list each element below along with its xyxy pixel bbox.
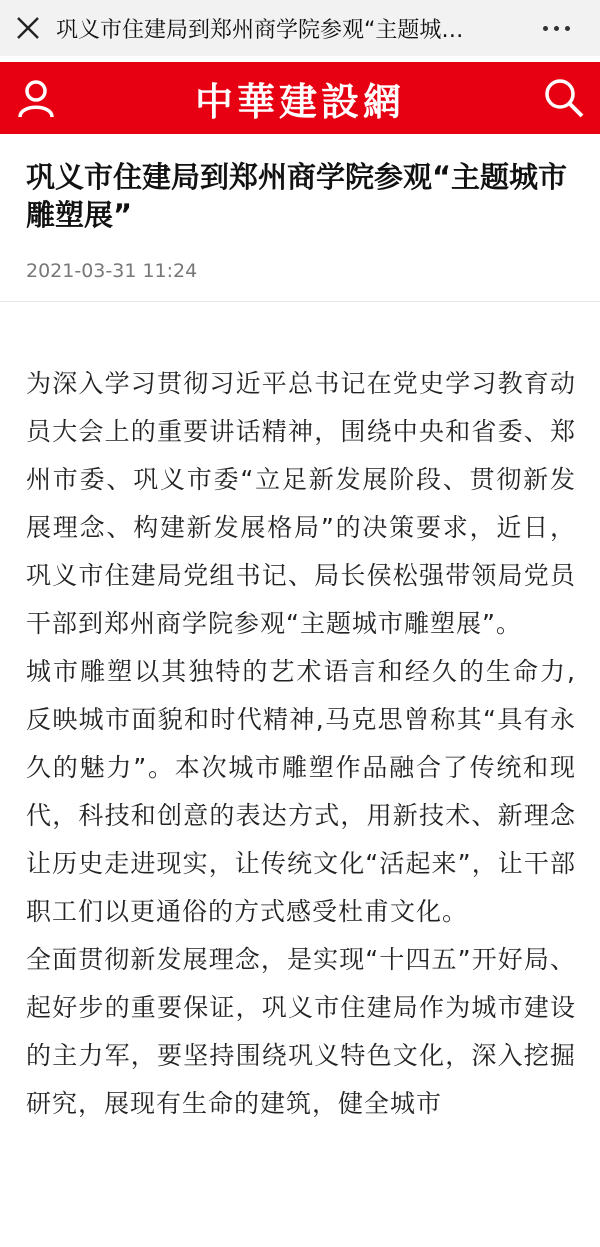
page-title: 巩义市住建局到郑州商学院参观“主题城… (56, 17, 464, 43)
article-date: 2021-03-31 11:24 (26, 260, 198, 282)
more-options-button[interactable] (526, 0, 586, 56)
article-paragraph: 城市雕塑以其独特的艺术语言和经久的生命力,反映城市面貌和时代精神,马克思曾称其“具有永久的魅力”。本次城市雕塑作品融合了传统和现代，科技和创意的表达方式，用新技术、新理念让历史走进现实，让传统文化“活起来”，让干部职工们以更通俗的方式感受杜甫文化。 (26, 657, 576, 926)
site-logo[interactable]: 中華建設網 (194, 78, 405, 124)
site-header (0, 62, 600, 134)
article-header (0, 134, 600, 302)
article-body (0, 360, 600, 1128)
browser-top-bar (0, 0, 600, 56)
user-icon (14, 76, 58, 120)
more-icon (540, 26, 573, 31)
close-button[interactable] (0, 0, 56, 56)
close-icon (15, 15, 41, 41)
search-button[interactable] (528, 62, 600, 134)
article-headline: 巩义市住建局到郑州商学院参观“主题城市雕塑展” (26, 160, 568, 232)
user-button[interactable] (0, 62, 72, 134)
article-paragraph: 全面贯彻新发展理念，是实现“十四五”开好局、起好步的重要保证，巩义市住建局作为城市建设的主力军，要坚持围绕巩义特色文化，深入挖掘研究，展现有生命的建筑，健全城市 (26, 945, 576, 1118)
article-paragraph: 为深入学习贯彻习近平总书记在党史学习教育动员大会上的重要讲话精神，围绕中央和省委、郑州市委、巩义市委“立足新发展阶段、贯彻新发展理念、构建新发展格局”的决策要求，近日，巩义市住建局党组书记、局长侯松强带领局党员干部到郑州商学院参观“主题城市雕塑展”。 (26, 369, 576, 638)
search-icon (542, 76, 586, 120)
